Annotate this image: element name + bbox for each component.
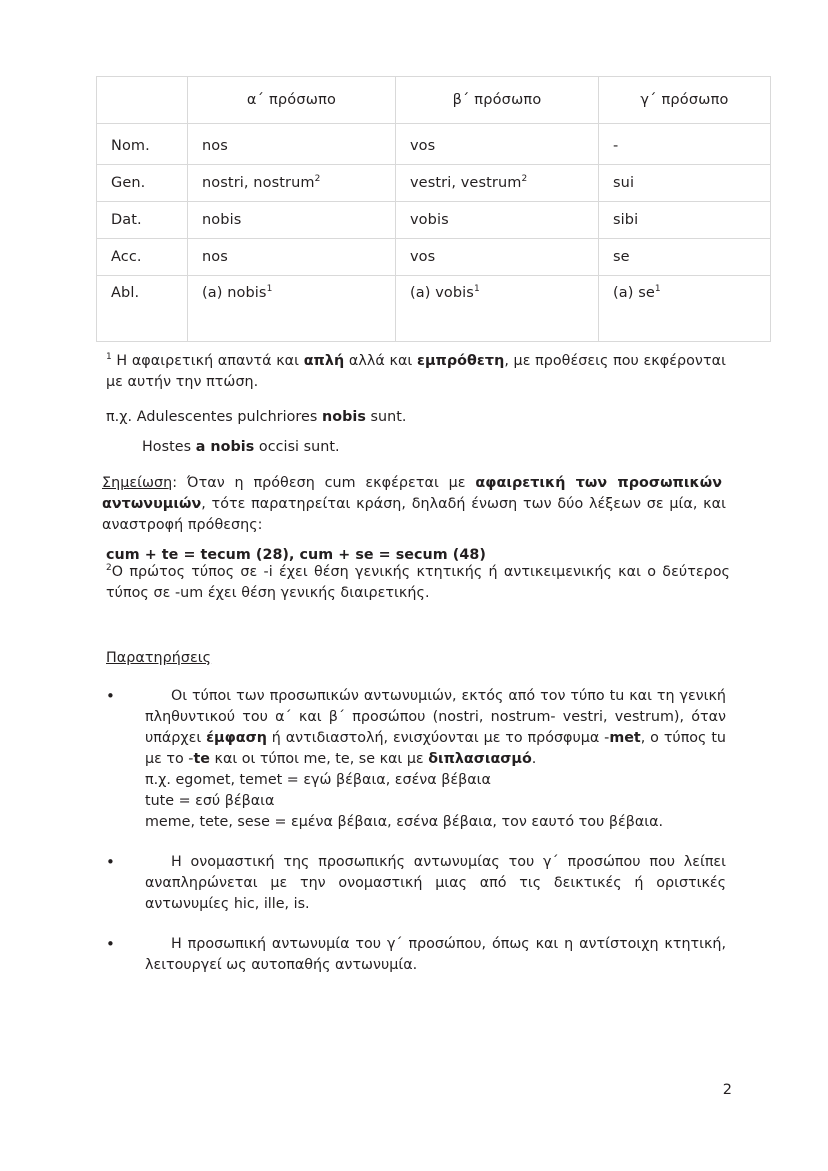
cell-footnote-ref: 2 (314, 174, 321, 185)
cell-second-person (396, 276, 599, 342)
table-header-cell-first-person: α´ πρόσωπο (188, 77, 396, 124)
cell-text: sibi (613, 212, 639, 228)
footnote-1-text-part2: αλλά και (344, 353, 417, 369)
cell-footnote-ref: 2 (521, 174, 528, 185)
cell-first-person (188, 276, 396, 342)
table-header-cell-blank (97, 77, 188, 124)
example-1-prefix: π.χ. Adulescentes pulchriores (106, 409, 322, 425)
cell-text: nobis (202, 212, 242, 228)
note-bold-1: αφαιρετική των προσωπικών (475, 475, 722, 491)
example-1-suffix: sunt. (365, 409, 407, 425)
cell-text: nostri, nostrum (202, 175, 315, 191)
list-item (96, 934, 726, 976)
note-bold-2: αντωνυμιών (102, 496, 202, 512)
cell-text: - (613, 138, 619, 154)
cell-text: nos (202, 138, 228, 154)
bullet-1-part2: ή αντιδιαστολή, ενισχύονται με το πρόσφυμα - (266, 730, 610, 746)
bullet-icon: • (106, 853, 115, 871)
footnote-1-text-part3: , με προθέσεις που εκφέρονται με αυτήν την πτώση. (106, 353, 726, 390)
table-body (97, 124, 771, 342)
cell-text: vos (410, 249, 436, 265)
bullet-3-text: Η προσωπική αντωνυμία του γ´ προσώπου, όπως και η αντίστοιχη κτητική, λειτουργεί ως αυτοπαθής αντωνυμία. (145, 936, 726, 973)
bullet-icon: • (106, 935, 115, 953)
note-block (102, 473, 726, 536)
example-sentence-1 (106, 407, 726, 428)
cell-text: vos (410, 138, 436, 154)
bullet-1-bold-met: met (609, 730, 641, 746)
note-label: Σημείωση (102, 475, 173, 491)
bullet-1-bold-emfasi: έμφαση (206, 730, 267, 746)
table-row (97, 165, 771, 202)
bullet-2-text: Η ονομαστική της προσωπικής αντωνυμίας του γ´ προσώπου που λείπει αναπληρώνεται με την ονομαστική μιας από τις δεικτικές ή οριστικές αντωνυμίες hic, ille, is. (145, 854, 726, 912)
list-item (96, 686, 726, 833)
bullet-1-part1: Οι τύποι των προσωπικών αντωνυμιών, εκτός από τον τύπο tu και τη γενική πληθυντικού του α´ και β´ προσώπου (nostri, nostrum- vestri, vestrum), όταν υπάρχει (145, 688, 726, 746)
table-header-cell-third-person: γ´ πρόσωπο (599, 77, 771, 124)
cell-text: sui (613, 175, 635, 191)
table-row (97, 239, 771, 276)
cell-text: (a) vobis (410, 285, 474, 301)
note-text-part1: : Όταν η πρόθεση cum εκφέρεται με (172, 475, 476, 491)
table-row (97, 124, 771, 165)
note-text-part2: , τότε παρατηρείται κράση, δηλαδή ένωση των δύο λέξεων σε μία, και αναστροφή πρόθεσης: (102, 496, 726, 533)
cell-first-person (188, 124, 396, 165)
footnote-1-marker: 1 (106, 352, 112, 363)
example-1-bold: nobis (321, 409, 366, 425)
cell-text: nos (202, 249, 228, 265)
table-row (97, 276, 771, 342)
footnote-1-bold-apli: απλή (303, 353, 345, 369)
cell-text: vobis (410, 212, 449, 228)
cell-text: (a) nobis (202, 285, 267, 301)
footnote-1-bold-emprothetи: εμπρόθετη (416, 353, 505, 369)
list-item (96, 852, 726, 915)
cell-footnote-ref: 1 (654, 284, 661, 295)
cell-third-person (599, 124, 771, 165)
table-header (97, 77, 771, 124)
table-header-row (97, 77, 771, 124)
cell-second-person (396, 202, 599, 239)
bullet-1-subline-2: tute = εσύ βέβαια (145, 793, 275, 809)
cell-text: vestri, vestrum (410, 175, 522, 191)
footnote-1-text-part1: Η αφαιρετική απαντά και (111, 353, 304, 369)
cell-second-person (396, 165, 599, 202)
cell-second-person (396, 124, 599, 165)
cell-first-person (188, 239, 396, 276)
example-2-bold: a nobis (195, 439, 255, 455)
footnote-2 (106, 562, 730, 604)
pronoun-declension-table (96, 76, 771, 342)
cell-footnote-ref: 1 (473, 284, 480, 295)
cell-third-person (599, 202, 771, 239)
bullet-1-bold-te: te (193, 751, 210, 767)
bullet-1-subline-1: π.χ. egomet, temet = εγώ βέβαια, εσένα βέβαια (145, 772, 491, 788)
cell-second-person (396, 239, 599, 276)
crasis-formula-line: cum + te = tecum (28), cum + se = secum (48) (106, 547, 486, 563)
footnote-2-text: Ο πρώτος τύπος σε -i έχει θέση γενικής κτητικής ή αντικειμενικής και ο δεύτερος τύπος σε -um έχει θέση γενικής διαιρετικής. (106, 564, 730, 601)
case-label: Abl. (97, 276, 188, 342)
bullet-1-subline-3: meme, tete, sese = εμένα βέβαια, εσένα βέβαια, τον εαυτό του βέβαια. (145, 814, 664, 830)
bullet-icon: • (106, 687, 115, 705)
example-2-suffix: occisi sunt. (254, 439, 340, 455)
cell-text: se (613, 249, 630, 265)
cell-third-person (599, 239, 771, 276)
bullet-1-part4: και οι τύποι me, te, se και με (209, 751, 429, 767)
case-label: Dat. (97, 202, 188, 239)
observations-heading: Παρατηρήσεις (106, 650, 212, 666)
cell-footnote-ref: 1 (266, 284, 273, 295)
footnote-2-marker: 2 (106, 563, 112, 574)
example-2-prefix: Hostes (142, 439, 196, 455)
example-sentence-2 (142, 437, 742, 458)
case-label: Gen. (97, 165, 188, 202)
table-header-cell-second-person: β´ πρόσωπο (396, 77, 599, 124)
cell-first-person (188, 202, 396, 239)
footnote-1 (106, 351, 726, 393)
bullet-1-bold-diplasiasmos: διπλασιασμό (428, 751, 532, 767)
cell-first-person (188, 165, 396, 202)
bullet-1-part3: , ο τύπος tu με το - (145, 730, 726, 767)
observations-list (96, 686, 726, 976)
table-row (97, 202, 771, 239)
page-number: 2 (722, 1082, 732, 1098)
case-label: Acc. (97, 239, 188, 276)
cell-text: (a) se (613, 285, 655, 301)
bullet-1-part5: . (531, 751, 537, 767)
cell-third-person (599, 276, 771, 342)
case-label: Nom. (97, 124, 188, 165)
cell-third-person (599, 165, 771, 202)
